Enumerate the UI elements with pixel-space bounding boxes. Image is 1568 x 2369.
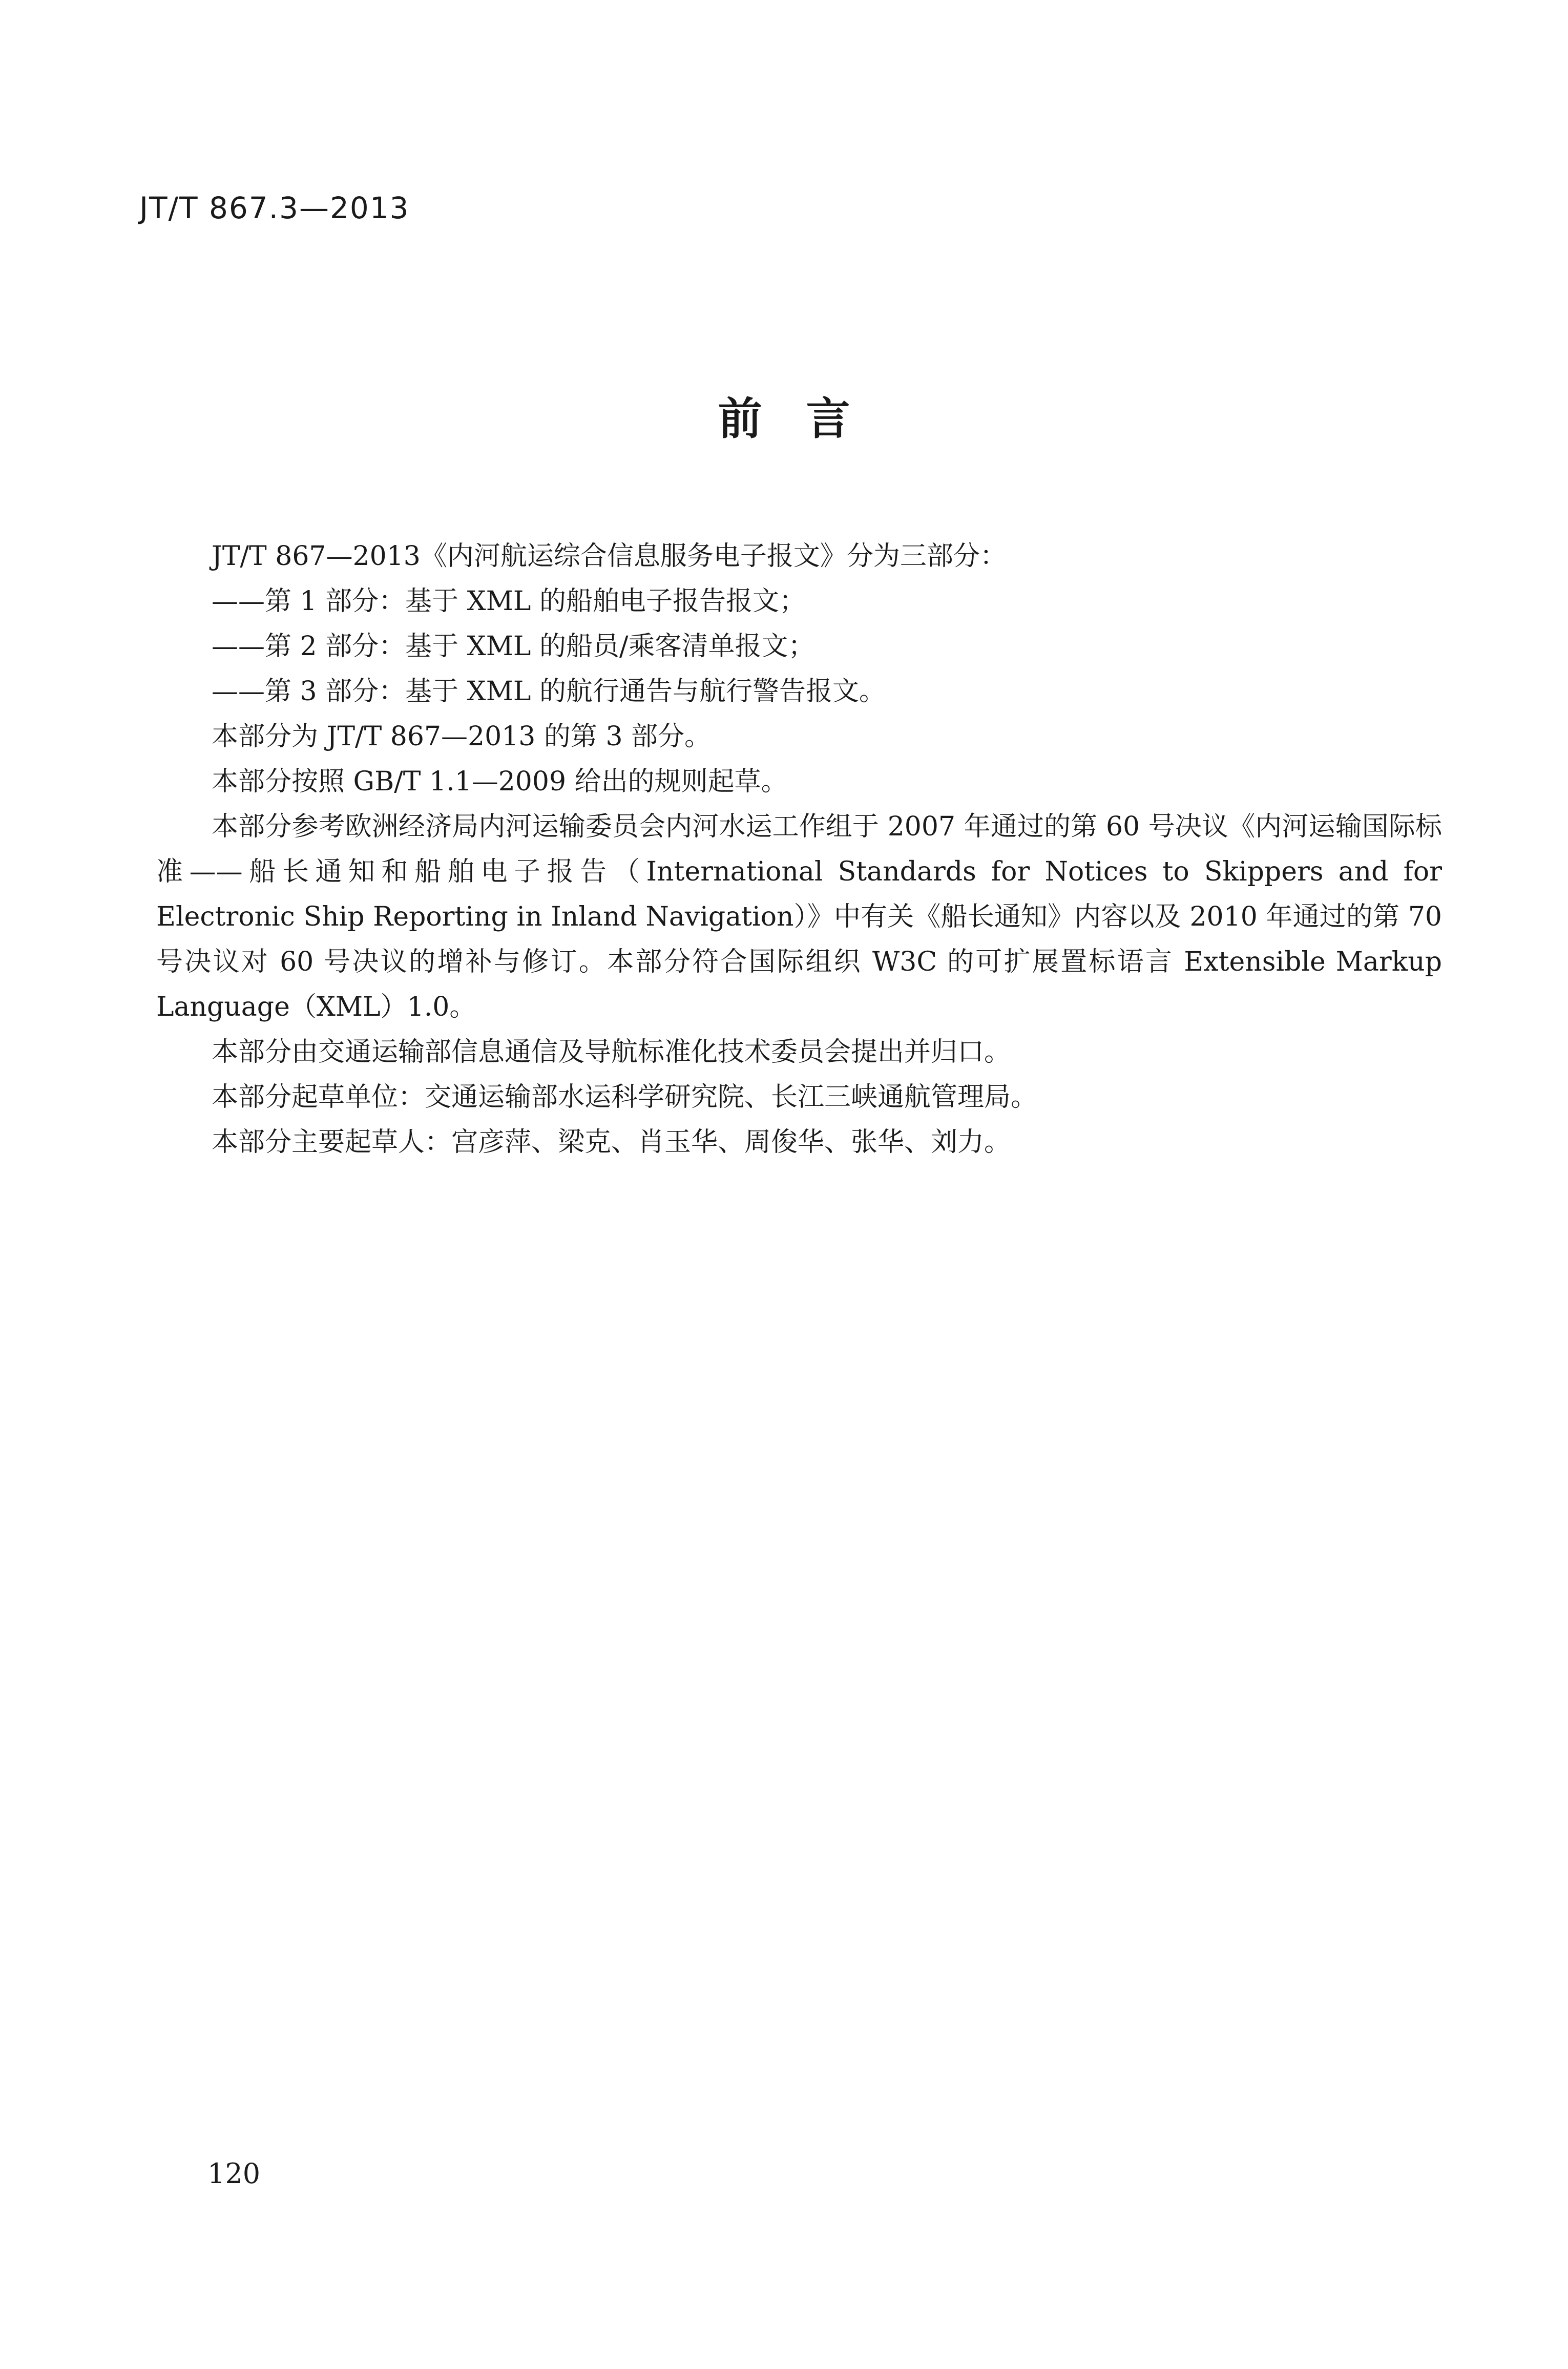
foreword-body — [156, 534, 1442, 1165]
part-list-item-3: ——第 3 部分：基于 XML 的航行通告与航行警告报文。 — [212, 676, 886, 707]
page-title: 前 言 — [718, 393, 850, 445]
part-note-paragraph: 本部分为 JT/T 867—2013 的第 3 部分。 — [212, 721, 712, 752]
standard-code: JT/T 867.3—2013 — [139, 191, 410, 225]
part-list-item-1: ——第 1 部分：基于 XML 的船舶电子报告报文； — [212, 586, 806, 617]
reference-paragraph: 本部分参考欧洲经济局内河运输委员会内河水运工作组于 2007 年通过的第 60 号决议《内河运输国际标准——船长通知和船舶电子报告（International Standards for Notices to Skippers and for Electronic Ship Reporting in Inland Navigation）》中有关《船长通知》内容以及 2010 年通过的第 70 号决议对 60 号决议的增补与修订。本部分符合国际组织 W3C 的可扩展置标语言 Extensible Markup Language（XML）1.0。 — [156, 811, 1442, 1022]
drafters-paragraph: 本部分主要起草人：宫彦萍、梁克、肖玉华、周俊华、张华、刘力。 — [212, 1127, 1011, 1158]
intro-paragraph: JT/T 867—2013《内河航运综合信息服务电子报文》分为三部分： — [212, 541, 1007, 572]
page-number: 120 — [207, 2157, 261, 2190]
drafting-rule-paragraph: 本部分按照 GB/T 1.1—2009 给出的规则起草。 — [212, 766, 788, 797]
proposer-paragraph: 本部分由交通运输部信息通信及导航标准化技术委员会提出并归口。 — [212, 1037, 1011, 1067]
part-list-item-2: ——第 2 部分：基于 XML 的船员/乘客清单报文； — [212, 631, 815, 662]
drafting-units-paragraph: 本部分起草单位：交通运输部水运科学研究院、长江三峡通航管理局。 — [212, 1082, 1038, 1113]
